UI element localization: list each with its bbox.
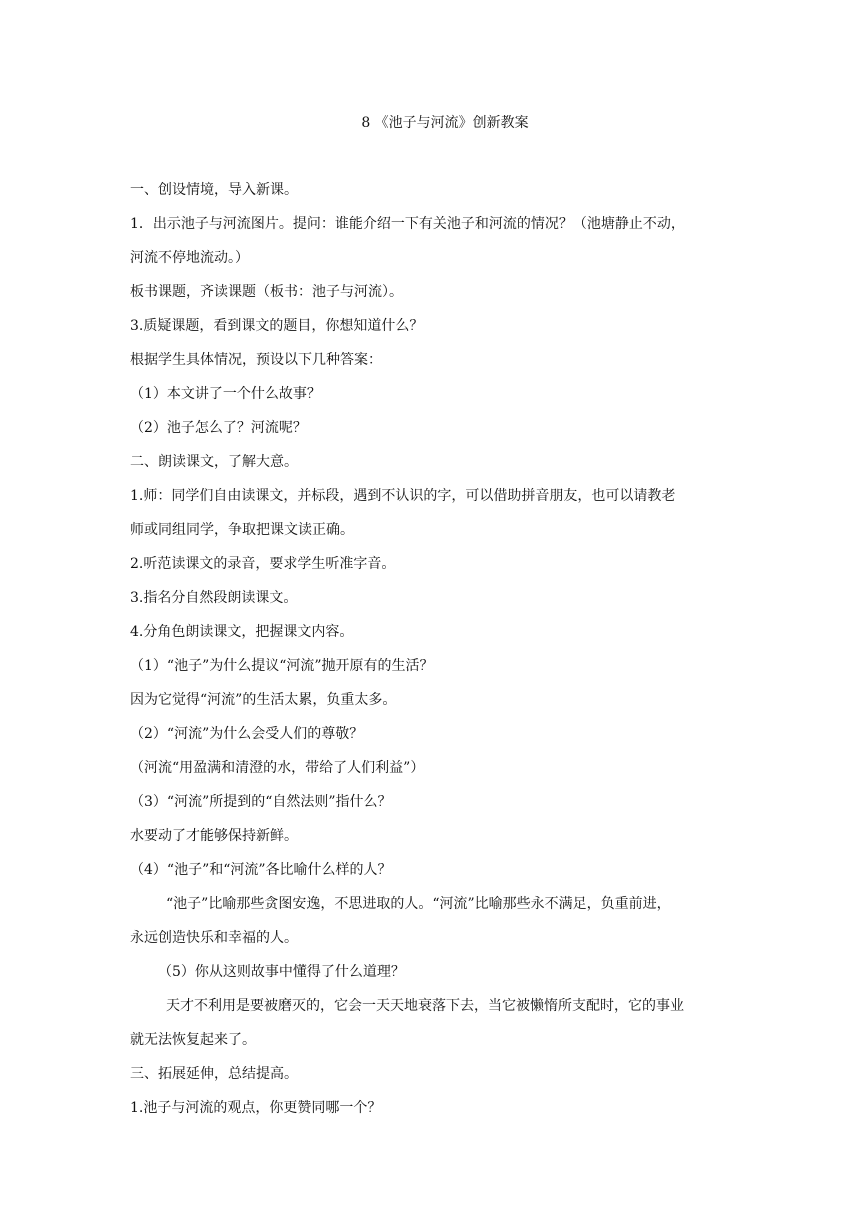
answer-line: 天才不利用是要被磨灭的，它会一天天地衰落下去，当它被懒惰所支配时，它的事业 [166, 998, 684, 1014]
paragraph-line: 根据学生具体情况，预设以下几种答案： [130, 352, 382, 368]
paragraph-line: 3.质疑课题，看到课文的题目，你想知道什么？ [130, 318, 424, 334]
paragraph-line: 2.听范读课文的录音，要求学生听准字音。 [130, 556, 396, 572]
section-heading-1: 一、创设情境，导入新课。 [130, 182, 298, 198]
section-heading-2: 二、朗读课文，了解大意。 [130, 454, 298, 470]
paragraph-line: 1.师：同学们自由读课文，并标段，遇到不认识的字，可以借助拼音朋友，也可以请教老 [130, 488, 676, 504]
paragraph-line: 1．出示池子与河流图片。提问：谁能介绍一下有关池子和河流的情况？（池塘静止不动， [130, 216, 685, 232]
paragraph-line: 1.池子与河流的观点，你更赞同哪一个？ [130, 1100, 382, 1116]
answer-line: （河流“用盈满和清澄的水，带给了人们利益”） [130, 760, 425, 776]
list-item: （1）本文讲了一个什么故事？ [130, 386, 321, 402]
answer-line: 就无法恢复起来了。 [130, 1032, 256, 1048]
document-title: 8 《池子与河流》创新教案 [361, 115, 529, 131]
section-heading-3: 三、拓展延伸，总结提高。 [130, 1066, 298, 1082]
paragraph-line: 板书课题，齐读课题（板书：池子与河流）。 [130, 284, 403, 300]
paragraph-line: 4.分角色朗读课文，把握课文内容。 [130, 624, 354, 640]
answer-line: “池子”比喻那些贪图安逸，不思进取的人。“河流”比喻那些永不满足，负重前进， [166, 896, 671, 912]
paragraph-line: 河流不停地流动。） [130, 250, 249, 266]
question-line: （4）“池子”和“河流”各比喻什么样的人？ [130, 862, 392, 878]
answer-line: 因为它觉得“河流”的生活太累，负重太多。 [130, 692, 397, 708]
question-line: （3）“河流”所提到的“自然法则”指什么？ [130, 794, 392, 810]
question-line: （1）“池子”为什么提议“河流”抛开原有的生活？ [130, 658, 434, 674]
list-item: （2）池子怎么了？河流呢？ [130, 420, 307, 436]
paragraph-line: 师或同组同学，争取把课文读正确。 [130, 522, 354, 538]
answer-line: 水要动了才能够保持新鲜。 [130, 828, 298, 844]
answer-line: 永远创造快乐和幸福的人。 [130, 930, 298, 946]
question-line: （2）“河流”为什么会受人们的尊敬？ [130, 726, 364, 742]
paragraph-line: 3.指名分自然段朗读课文。 [130, 590, 298, 606]
question-line: （5）你从这则故事中懂得了什么道理？ [158, 964, 405, 980]
